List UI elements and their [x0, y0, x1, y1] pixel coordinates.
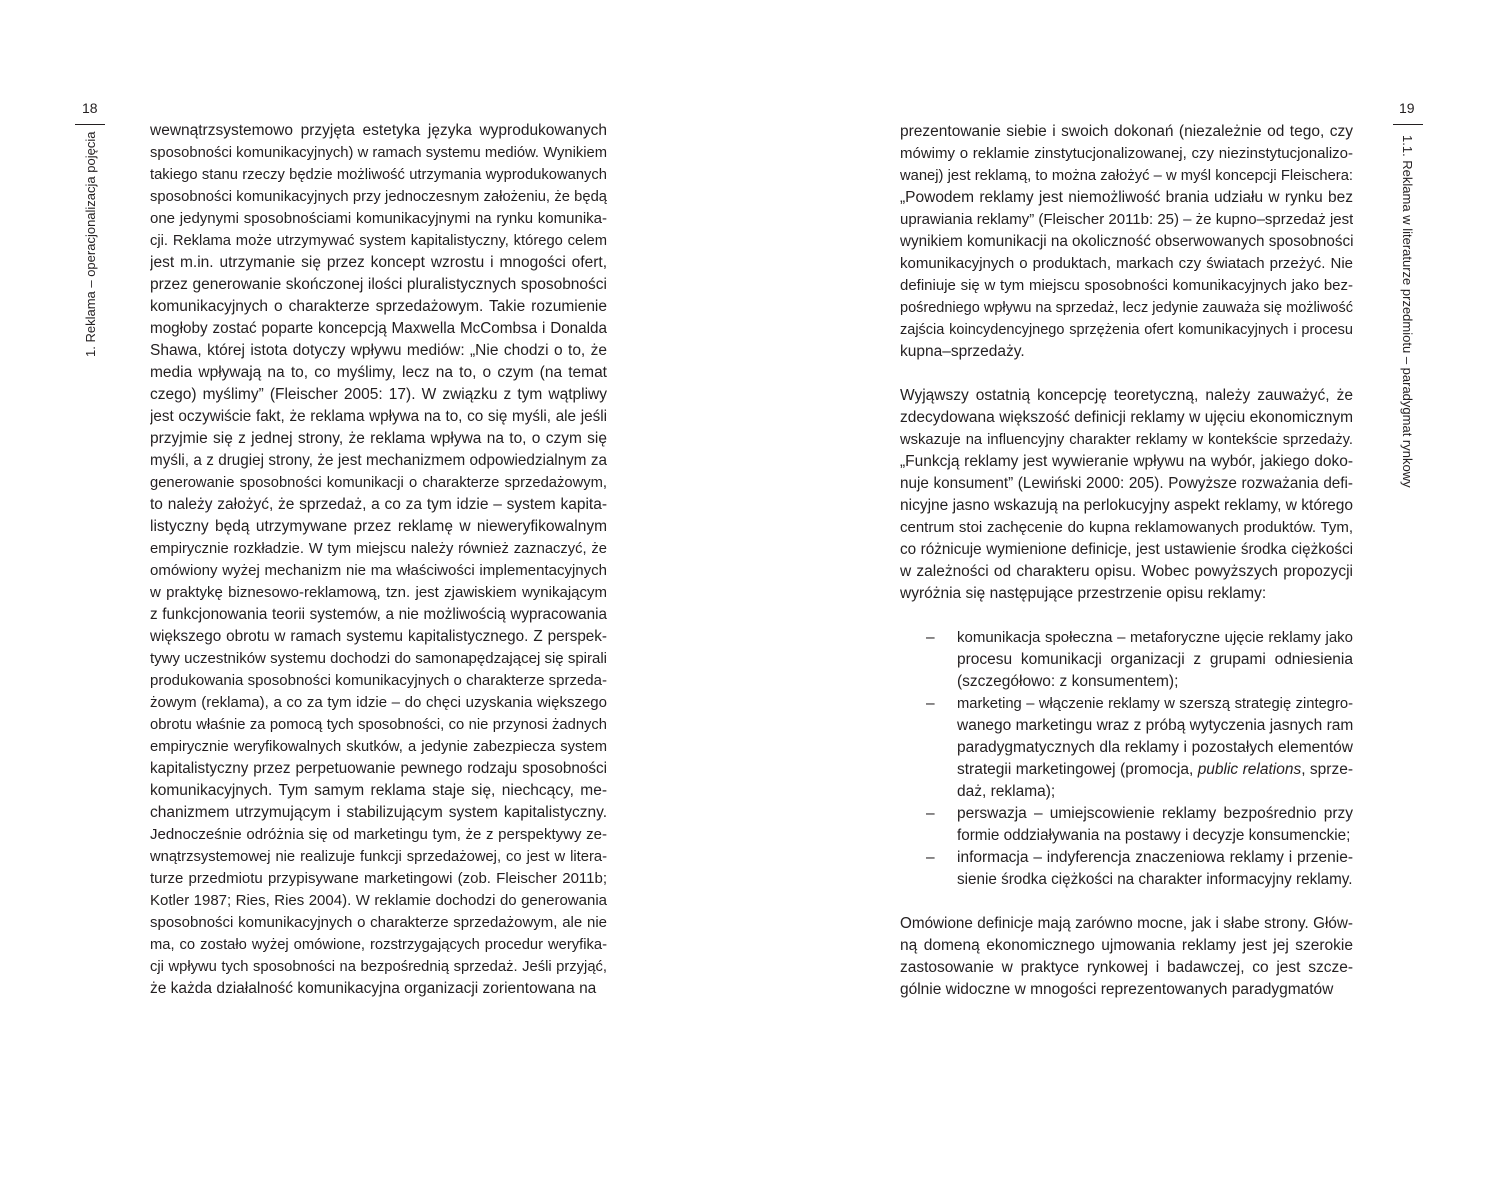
- text-line: żowym (reklama), a co za tym idzie – do chęci uzyskania większego: [150, 694, 607, 711]
- text-line: gólnie widoczne w mnogości reprezentowanych paradygmatów: [900, 981, 1334, 998]
- text-line: zajścia koincydencyjnego sprzężenia ofert komunikacyjnych i procesu: [900, 322, 1353, 338]
- text-line: myśli, a z drugiej strony, że jest mechanizmem odpowiedzialnym za: [150, 452, 607, 469]
- paragraph: [900, 913, 1353, 1001]
- text-line: chanizmem utrzymującym i stabilizującym system kapitalistyczny.: [150, 804, 607, 821]
- text-line: kapitalistyczny przez perpetuowanie pewnego rodzaju sposobności: [150, 760, 607, 777]
- running-head-left: 1. Reklama – operacjonalizacja pojęcia: [83, 131, 98, 357]
- text-line: przyjmie się z jednej strony, że reklama wpływa na to, o czym się: [150, 430, 607, 447]
- text-line: produkowania sposobności komunikacyjnych o charakterze sprzeda-: [150, 672, 607, 689]
- text-line: listyczny będą utrzymywane przez reklamę w nieweryfikowalnym: [150, 518, 607, 535]
- text-line: wanego marketingu wraz z próbą wytyczenia jasnych ram: [957, 717, 1353, 734]
- paragraph-spacer: [900, 363, 1353, 385]
- running-head-right: 1.1. Reklama w literaturze przedmiotu – paradygmat rynkowy: [1400, 135, 1415, 488]
- paragraph-spacer: [900, 605, 1353, 627]
- list-dash: –: [926, 849, 935, 866]
- list-item: [900, 803, 1353, 847]
- text-line: turze przedmiotu przypisywane marketingowi (zob. Fleischer 2011b;: [150, 870, 607, 887]
- list-item: [900, 847, 1353, 891]
- italic-term: public relations: [1197, 761, 1302, 778]
- text-line: wyróżnia się następujące przestrzenie opisu reklamy:: [900, 585, 1267, 602]
- text-line: jest m.in. utrzymanie się przez koncept wzrostu i mnogości ofert,: [150, 254, 607, 271]
- text-line: komunikacyjnych o produktach, markach czy światach przeżyć. Nie: [900, 255, 1353, 272]
- text-line: mówimy o reklamie zinstytucjonalizowanej, czy niezinstytucjonalizo-: [900, 145, 1353, 162]
- list-dash: –: [926, 629, 935, 646]
- text-line: wewnątrzsystemowo przyjęta estetyka języka wyprodukowanych: [150, 122, 607, 139]
- text-line: przez generowanie skończonej ilości pluralistycznych sposobności: [150, 276, 607, 293]
- text-line: Wyjąwszy ostatnią koncepcję teoretyczną, należy zauważyć, że: [900, 387, 1353, 404]
- text-line: procesu komunikacji organizacji z grupami odniesienia: [957, 651, 1353, 668]
- text-line: perswazja – umiejscowienie reklamy bezpośrednio przy: [957, 805, 1353, 822]
- text-line: generowanie sposobności komunikacji o charakterze sprzedażowym,: [150, 475, 607, 491]
- text-line: takiego stanu rzeczy będzie możliwość utrzymania wyprodukowanych: [150, 167, 607, 183]
- text-line: media wpływają na to, co myślimy, lecz na to, o czym (na temat: [150, 364, 607, 381]
- text-line: cji wpływu tych sposobności na bezpośrednią sprzedaż. Jeśli przyjąć,: [150, 959, 607, 975]
- text-line: sienie środka ciężkości na charakter informacyjny reklamy.: [957, 871, 1353, 888]
- page-number-right: 19: [1399, 100, 1415, 116]
- text-line: (szczegółowo: z konsumentem);: [957, 673, 1179, 690]
- text-line: omówiony wyżej mechanizm nie ma właściwości implementacyjnych: [150, 562, 607, 579]
- text-line: empirycznie rozkładzie. W tym miejscu należy również zaznaczyć, że: [150, 541, 607, 557]
- text-line: wnątrzsystemowej nie realizuje funkcji sprzedażowej, co jest w litera-: [150, 849, 607, 865]
- paragraph-spacer: [900, 891, 1353, 913]
- text-line: ną domeną ekonomicznego ujmowania reklamy jest jej szerokie: [900, 937, 1353, 954]
- paragraph: [150, 120, 607, 1000]
- text-line: sposobności komunikacyjnych przy jednoczesnym założeniu, że będą: [150, 189, 607, 205]
- text-line: zdecydowana większość definicji reklamy w ujęciu ekonomicznym: [900, 409, 1353, 426]
- text-line: ma, co zostało wyżej omówione, rozstrzygających procedur weryfika-: [150, 937, 607, 953]
- list-item: [900, 693, 1353, 803]
- text-line: czego) myślimy” (Fleischer 2005: 17). W związku z tym wątpliwy: [150, 386, 607, 403]
- list-dash: –: [926, 805, 935, 822]
- text-line: w praktykę biznesowo-reklamową, tzn. jest zjawiskiem wynikającym: [150, 584, 607, 601]
- text-line: obrotu właśnie za pomocą tych sposobności, co nie przynosi żadnych: [150, 717, 607, 733]
- text-line: to należy założyć, że sprzedaż, a co za tym idzie – system kapita-: [150, 496, 607, 513]
- text-line: jest oczywiście fakt, że reklama wpływa na to, co się myśli, ale jeśli: [150, 408, 607, 425]
- text-line: komunikacyjnych. Tym samym reklama staje się, niechcący, me-: [150, 782, 607, 799]
- text-line: sposobności komunikacyjnych) w ramach systemu mediów. Wynikiem: [150, 145, 607, 161]
- text-line: w zależności od charakteru opisu. Wobec powyższych propozycji: [900, 563, 1353, 580]
- text-line: marketing – włączenie reklamy w szerszą strategię zintegro-: [957, 696, 1353, 712]
- text-line: centrum stoi zachęcenie do kupna reklamowanych produktów. Tym,: [900, 519, 1353, 536]
- left-body-text: [150, 120, 607, 1000]
- text-line: daż, reklama);: [957, 783, 1056, 800]
- text-line: uprawiania reklamy” (Fleischer 2011b: 25) – że kupno–sprzedaż jest: [900, 211, 1353, 228]
- text-line: formie oddziaływania na postawy i decyzje konsumenckie;: [957, 827, 1351, 844]
- running-head-rule-right: [1393, 124, 1423, 125]
- text-line: one jedynymi sposobnościami komunikacyjnymi na rynku komunika-: [150, 210, 607, 227]
- paragraph: [900, 121, 1353, 363]
- text-line: kupna–sprzedaży.: [900, 343, 1025, 360]
- text-line: nicyjne jasno wskazują na perlokucyjny aspekt reklamy, w którego: [900, 497, 1353, 514]
- text-line: komunikacyjnych o charakterze sprzedażowym. Takie rozumienie: [150, 298, 607, 315]
- text-line: Shawa, której istota dotyczy wpływu mediów: „Nie chodzi o to, że: [150, 342, 607, 359]
- text-line: wynikiem komunikacji na okoliczność obserwowanych sposobności: [900, 233, 1353, 250]
- text-line: pośredniego wpływu na sprzedaż, lecz jedynie zauważa się możliwość: [900, 300, 1353, 316]
- text-line: większego obrotu w ramach systemu kapitalistycznego. Z perspek-: [150, 628, 607, 645]
- text-line: co różnicuje wymienione definicje, jest ustawienie środka ciężkości: [900, 541, 1353, 558]
- text-line: wskazuje na influencyjny charakter reklamy w kontekście sprzedaży.: [900, 432, 1353, 448]
- text-line: nuje konsument” (Lewiński 2000: 205). Powyższe rozważania defi-: [900, 475, 1353, 492]
- text-line: definiuje się w tym miejscu sposobności komunikacyjnych jako bez-: [900, 277, 1353, 294]
- text-line: prezentowanie siebie i swoich dokonań (niezależnie od tego, czy: [900, 123, 1353, 140]
- text-line: Omówione definicje mają zarówno mocne, jak i słabe strony. Głów-: [900, 915, 1353, 932]
- text-line: empirycznie weryfikowalnych skutków, a jedynie zabezpiecza system: [150, 739, 607, 755]
- text-line: że każda działalność komunikacyjna organizacji zorientowana na: [150, 980, 597, 997]
- text-line: komunikacja społeczna – metaforyczne ujęcie reklamy jako: [957, 629, 1353, 646]
- text-line: tywy uczestników systemu dochodzi do samonapędzającej się spirali: [150, 650, 607, 667]
- right-body-text: [900, 121, 1353, 1001]
- text-line: strategii marketingowej (promocja, public relations, sprze-: [957, 761, 1353, 778]
- text-line: informacja – indyferencja znaczeniowa reklamy i przenie-: [957, 849, 1353, 866]
- text-line: paradygmatycznych dla reklamy i pozostałych elementów: [957, 739, 1353, 756]
- text-line: mogłoby zostać poparte koncepcją Maxwella McCombsa i Donalda: [150, 320, 607, 337]
- text-line: wanej) jest reklamą, to można założyć – w myśl koncepcji Fleischera:: [900, 168, 1353, 184]
- definition-list: [900, 627, 1353, 891]
- paragraph: [900, 385, 1353, 605]
- text-line: zastosowanie w praktyce rynkowej i badawczej, co jest szcze-: [900, 959, 1353, 976]
- text-line: „Funkcją reklamy jest wywieranie wpływu na wybór, jakiego doko-: [900, 453, 1353, 470]
- text-line: Jednocześnie odróżnia się od marketingu tym, że z perspektywy ze-: [150, 826, 607, 843]
- running-head-rule-left: [75, 124, 105, 125]
- text-line: cji. Reklama może utrzymywać system kapitalistyczny, którego celem: [150, 233, 607, 249]
- text-line: z funkcjonowania teorii systemów, a nie możliwością wypracowania: [150, 606, 607, 623]
- text-line: sposobności komunikacyjnych o charakterze sprzedażowym, ale nie: [150, 914, 607, 931]
- text-line: „Powodem reklamy jest niemożliwość brania udziału w rynku bez: [900, 189, 1353, 206]
- list-dash: –: [926, 695, 935, 712]
- page-number-left: 18: [82, 100, 98, 116]
- list-item: [900, 627, 1353, 693]
- text-line: Kotler 1987; Ries, Ries 2004). W reklamie dochodzi do generowania: [150, 892, 607, 909]
